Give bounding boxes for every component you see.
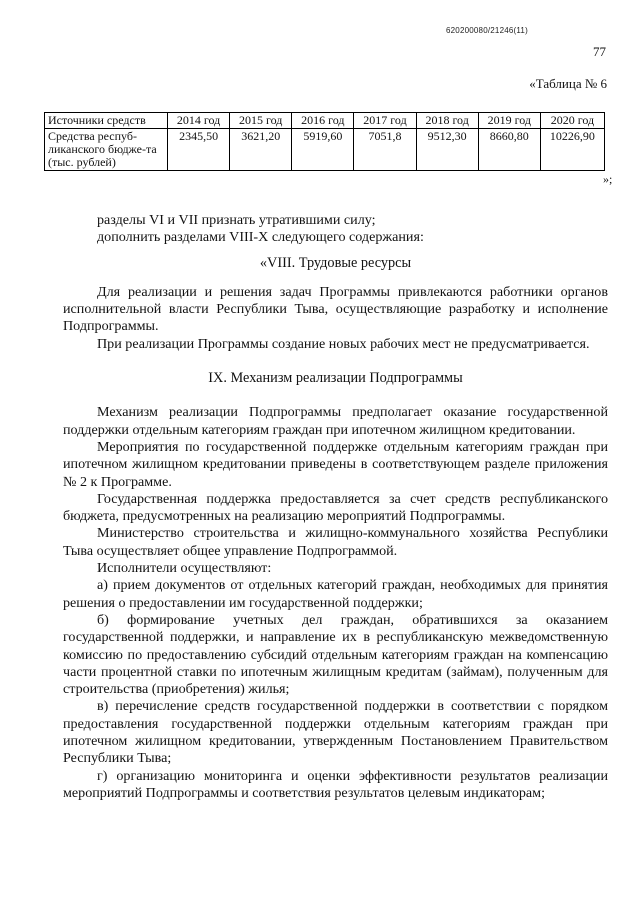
paragraph: Мероприятия по государственной поддержке отдельным категориям граждан при ипотечном жилищном кредитовании приведены в соответствующем разделе приложения № 2 к Программе.	[63, 438, 608, 490]
list-item: б) формирование учетных дел граждан, обратившихся за оказанием государственной поддержки, и направление их в республиканскую межведомственную комиссию по предоставлению субсидий отдельным категориям граждан на компенсацию части процентной ставки по ипотечным жилищным кредитам (займам), полученным для строительства (приобретения) жилья;	[63, 611, 608, 698]
table-year-cell: 2014 год	[168, 113, 230, 129]
table-year-cell: 2019 год	[478, 113, 540, 129]
table-row	[45, 129, 605, 171]
funding-table	[44, 112, 605, 171]
table-value-cell: 10226,90	[540, 129, 604, 171]
section-heading-ix: IX. Механизм реализации Подпрограммы	[208, 370, 463, 387]
table-year-cell: 2018 год	[416, 113, 478, 129]
table-value-cell: 5919,60	[292, 129, 354, 171]
paragraph: разделы VI и VII признать утратившими силу;	[97, 212, 376, 228]
table-value-cell: 9512,30	[416, 129, 478, 171]
document-body	[63, 212, 608, 802]
table-value-cell: 8660,80	[478, 129, 540, 171]
section-heading-viii: «VIII. Трудовые ресурсы	[259, 254, 412, 271]
list-item: в) перечисление средств государственной поддержки в соответствии с порядком предоставления государственной поддержки отдельным категориям граждан при ипотечном жилищном кредитовании, утвержденным Постановлением Правительством Республики Тыва;	[63, 698, 608, 767]
table-value-cell: 2345,50	[168, 129, 230, 171]
table-year-cell: 2015 год	[230, 113, 292, 129]
paragraph: При реализации Программы создание новых рабочих мест не предусматривается.	[97, 335, 590, 352]
table-header-row	[45, 113, 605, 129]
table-header-label: Источники средств	[45, 113, 168, 129]
table-year-cell: 2017 год	[354, 113, 416, 129]
page-number: 77	[593, 44, 606, 59]
table-caption: «Таблица № 6	[529, 76, 607, 91]
paragraph: дополнить разделами VIII-X следующего содержания:	[97, 229, 424, 246]
list-item: а) прием документов от отдельных категорий граждан, необходимых для принятия решения о предоставлении им государственной поддержки;	[63, 577, 608, 611]
table-closing-quote: »;	[603, 172, 613, 186]
paragraph: Механизм реализации Подпрограммы предполагает оказание государственной поддержки отдельным категориям граждан при ипотечном жилищном кредитовании.	[63, 404, 608, 438]
paragraph: Исполнители осуществляют:	[97, 560, 272, 577]
table-year-cell: 2020 год	[540, 113, 604, 129]
list-item: г) организацию мониторинга и оценки эффективности результатов реализации мероприятий Подпрограммы и соответствия результатов целевым индикаторам;	[63, 767, 608, 801]
document-code: 620200080/21246(11)	[446, 26, 528, 35]
paragraph: Для реализации и решения задач Программы привлекаются работники органов исполнительной власти Республики Тыва, осуществляющие разработку и исполнение Подпрограммы.	[63, 283, 608, 335]
table-row-label: Средства респуб-ликанского бюдже-та (тыс. рублей)	[45, 129, 168, 171]
table-value-cell: 3621,20	[230, 129, 292, 171]
table-value-cell: 7051,8	[354, 129, 416, 171]
paragraph: Государственная поддержка предоставляется за счет средств республиканского бюджета, предусмотренных на реализацию мероприятий Подпрограммы.	[63, 490, 608, 525]
paragraph: Министерство строительства и жилищно-коммунального хозяйства Республики Тыва осуществляет общее управление Подпрограммой.	[63, 525, 608, 559]
table-year-cell: 2016 год	[292, 113, 354, 129]
